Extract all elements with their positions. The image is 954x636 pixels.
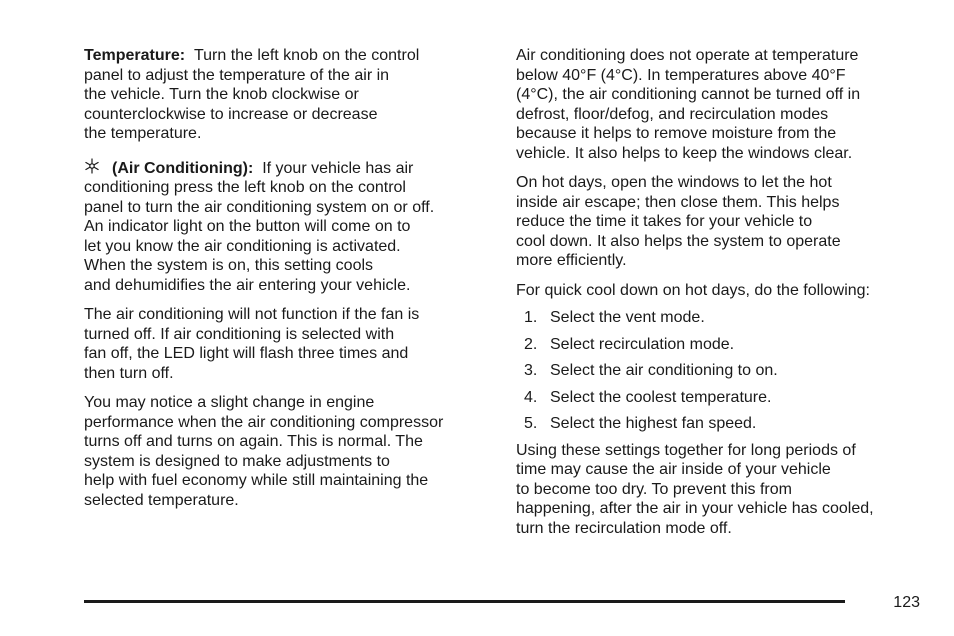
fan-off-line: The air conditioning will not function if the fan is (84, 306, 420, 323)
fan-off-line: turned off. If air conditioning is selected with (84, 325, 395, 343)
snowflake-icon (84, 158, 100, 174)
low-temperature-line: defrost, floor/defog, and recirculation modes (516, 105, 829, 123)
air-conditioning-line: If your vehicle has air (262, 159, 414, 177)
long-periods-line: happening, after the air in your vehicle has cooled, (516, 500, 874, 517)
quick-cool-intro: For quick cool down on hot days, do the following: (516, 281, 870, 299)
engine-change-line: You may notice a slight change in engine (84, 394, 375, 411)
hot-days-line: On hot days, open the windows to let the hot (516, 174, 832, 191)
list-item (516, 361, 926, 381)
fan-off-line: then turn off. (84, 364, 174, 382)
step-text: Select the vent mode. (550, 309, 705, 326)
list-item (516, 308, 926, 328)
air-conditioning-line: panel to turn the air conditioning system on or off. (84, 198, 435, 216)
low-temperature-line: because it helps to remove moisture from the (516, 125, 837, 142)
step-text: Select the highest fan speed. (550, 415, 757, 432)
engine-change-paragraph (84, 393, 494, 510)
long-periods-line: to become too dry. To prevent this from (516, 480, 792, 498)
step-number: 3. (524, 362, 538, 379)
hot-days-line: more efficiently. (516, 252, 627, 269)
air-conditioning-heading: (Air Conditioning): (112, 159, 254, 177)
air-conditioning-line: conditioning press the left knob on the control (84, 179, 406, 196)
step-number: 4. (524, 388, 538, 406)
low-temperature-line: below 40°F (4°C). In temperatures above 40°F (516, 66, 846, 84)
list-item (516, 414, 926, 434)
long-periods-line: time may cause the air inside of your vehicle (516, 461, 831, 478)
quick-cool-steps-list (516, 308, 926, 434)
low-temperature-line: vehicle. It also helps to keep the windows clear. (516, 144, 853, 162)
long-periods-line: Using these settings together for long periods of (516, 441, 856, 459)
low-temperature-line: Air conditioning does not operate at temperature (516, 47, 859, 64)
engine-change-line: system is designed to make adjustments to (84, 452, 390, 470)
right-column (516, 46, 926, 538)
low-temperature-paragraph (516, 46, 926, 163)
step-number: 2. (524, 335, 538, 353)
engine-change-line: selected temperature. (84, 491, 239, 509)
list-item (516, 335, 926, 355)
hot-days-line: reduce the time it takes for your vehicle to (516, 213, 813, 230)
step-text: Select recirculation mode. (550, 335, 735, 353)
footer-rule (84, 600, 845, 603)
engine-change-line: help with fuel economy while still maintaining the (84, 472, 429, 489)
temperature-line: panel to adjust the temperature of the air in (84, 66, 390, 84)
air-conditioning-line: and dehumidifies the air entering your vehicle. (84, 276, 411, 294)
low-temperature-line: (4°C), the air conditioning cannot be turned off in (516, 86, 861, 103)
temperature-heading: Temperature: (84, 47, 186, 64)
air-conditioning-paragraph (84, 158, 494, 296)
long-periods-line: turn the recirculation mode off. (516, 519, 732, 537)
step-text: Select the air conditioning to on. (550, 362, 778, 379)
left-column (84, 46, 494, 510)
hot-days-line: cool down. It also helps the system to operate (516, 232, 841, 250)
step-number: 5. (524, 415, 538, 432)
step-number: 1. (524, 309, 538, 326)
fan-off-paragraph (84, 305, 494, 383)
fan-off-line: fan off, the LED light will flash three times and (84, 345, 409, 362)
step-text: Select the coolest temperature. (550, 388, 772, 406)
temperature-paragraph (84, 46, 494, 144)
hot-days-paragraph (516, 173, 926, 271)
engine-change-line: performance when the air conditioning compressor (84, 413, 444, 431)
page-number: 123 (893, 594, 920, 611)
temperature-line: Turn the left knob on the control (193, 47, 420, 64)
engine-change-line: turns off and turns on again. This is normal. The (84, 433, 423, 450)
temperature-line: counterclockwise to increase or decrease (84, 105, 378, 123)
hot-days-line: inside air escape; then close them. This helps (516, 193, 840, 211)
temperature-line: the vehicle. Turn the knob clockwise or (84, 86, 359, 103)
temperature-line: the temperature. (84, 125, 202, 142)
air-conditioning-line: let you know the air conditioning is activated. (84, 237, 401, 255)
air-conditioning-line: When the system is on, this setting cools (84, 257, 374, 274)
air-conditioning-line: An indicator light on the button will come on to (84, 218, 411, 235)
long-periods-paragraph (516, 441, 926, 539)
list-item (516, 388, 926, 408)
